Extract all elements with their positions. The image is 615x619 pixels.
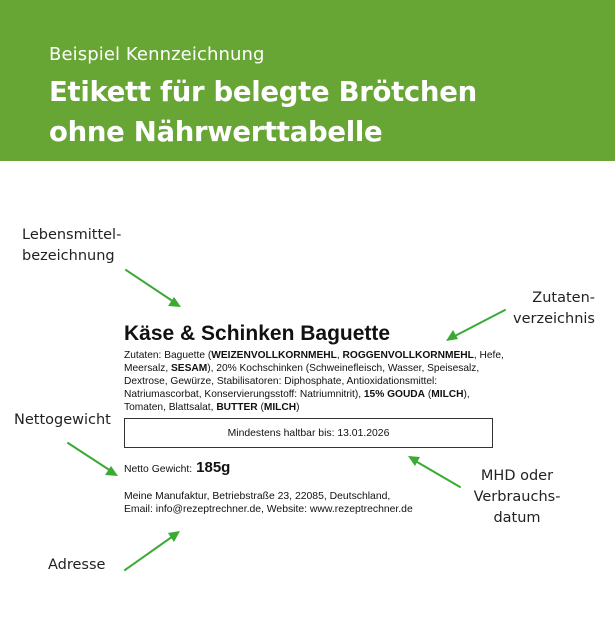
net-weight-value: 185g xyxy=(196,459,231,476)
arrow-ingredients xyxy=(451,310,505,338)
arrow-date xyxy=(412,459,460,487)
allergen: WEIZENVOLLKORNMEHL xyxy=(211,350,337,361)
ingredients-text: Zutaten: Baguette ( xyxy=(124,350,212,361)
callout-date-line-3: datum xyxy=(493,510,541,526)
best-before-box xyxy=(124,418,493,448)
address-block xyxy=(124,490,413,516)
product-name: Käse & Schinken Baguette xyxy=(124,322,391,345)
net-weight-label: Netto Gewicht: xyxy=(124,464,193,475)
callout-ingredients-line-2: verzeichnis xyxy=(513,311,595,327)
arrow-product-name xyxy=(126,270,177,304)
allergen: MILCH xyxy=(263,401,297,413)
ingredients-text: ( xyxy=(257,401,264,413)
callout-ingredients-line-1: Zutaten- xyxy=(532,290,595,306)
header-title-line-2: ohne Nährwerttabelle xyxy=(49,116,383,148)
allergen: ROGGENVOLLKORNMEHL xyxy=(342,350,474,361)
callout-net-weight: Nettogewicht xyxy=(14,412,111,428)
ingredients-text: ), 20% Kochschinken (Schweinefleisch, Wasser, Speisesalz, Dextrose, Gewürze, Stabilisatoren: Diphosphate, Antioxidationsmittel: Natriumascorbat, Konservierungsstoff: Natriumnitrit), xyxy=(124,362,480,400)
ingredients-text: ), Tomaten, Blattsalat, xyxy=(124,388,470,413)
ingredients-text: ( xyxy=(425,388,432,400)
address-line-1: Meine Manufaktur, Betriebstraße 23, 22085, Deutschland, xyxy=(124,491,391,502)
callout-address: Adresse xyxy=(48,557,106,573)
callout-product-name-line-2: bezeichnung xyxy=(22,248,115,264)
allergen: BUTTER xyxy=(216,401,258,413)
callout-date-line-1: MHD oder xyxy=(480,468,554,484)
ingredients-text: , Hefe, Meersalz, xyxy=(124,350,504,374)
ingredients-text: , xyxy=(336,350,343,361)
ingredients-text: ) xyxy=(296,401,300,413)
arrow-net-weight xyxy=(68,443,114,473)
header-title-line-1: Etikett für belegte Brötchen xyxy=(49,76,477,108)
address-line-2: Email: info@rezeptrechner.de, Website: www.rezeptrechner.de xyxy=(124,504,413,515)
allergen: SESAM xyxy=(171,362,208,374)
net-weight xyxy=(124,459,230,476)
allergen: MILCH xyxy=(431,388,464,400)
callout-date-line-2: Verbrauchs- xyxy=(473,489,561,505)
arrow-address xyxy=(125,534,176,570)
arrowhead-date xyxy=(408,456,420,466)
best-before-text: Mindestens haltbar bis: 13.01.2026 xyxy=(227,427,390,439)
header-subtitle: Beispiel Kennzeichnung xyxy=(49,44,265,65)
ingredients-list xyxy=(124,350,514,415)
arrowhead-address xyxy=(168,531,180,542)
allergen: 15% GOUDA xyxy=(363,388,426,400)
callout-product-name-line-1: Lebensmittel- xyxy=(22,227,122,243)
